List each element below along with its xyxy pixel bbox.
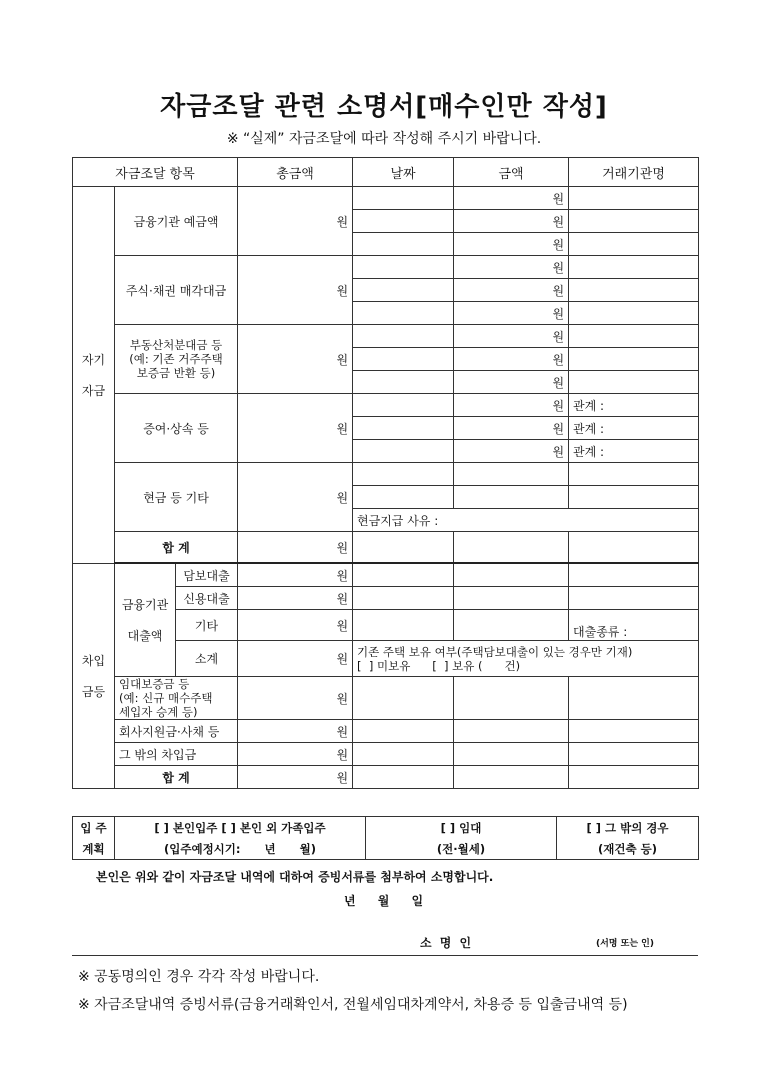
gift-label: 증여·상속 등 (115, 394, 238, 463)
realestate-inst-3[interactable] (569, 371, 699, 394)
page-subtitle: ※ “실제” 자금조달에 따라 작성해 주시기 바랍니다. (226, 131, 542, 147)
deposit-date-3[interactable] (353, 233, 454, 256)
realestate-total[interactable]: 원 (238, 325, 353, 394)
stocks-label: 주식·채권 매각대금 (115, 256, 238, 325)
deposit-inst-1[interactable] (569, 187, 699, 210)
realestate-date-3[interactable] (353, 371, 454, 394)
plan-label-top: 입 주 (73, 817, 115, 839)
etc-loan-amount[interactable] (454, 743, 569, 766)
loan-subtotal-total[interactable]: 원 (238, 641, 353, 677)
header-item: 자금조달 항목 (73, 158, 238, 187)
etc-loan-date[interactable] (353, 743, 454, 766)
header-date: 날짜 (353, 158, 454, 187)
gift-date-3[interactable] (353, 440, 454, 463)
sign-note[interactable]: (서명 또는 인) (596, 939, 654, 949)
mortgage-amount[interactable] (454, 563, 569, 587)
cash-amount-2[interactable] (454, 486, 569, 509)
company-loan-inst[interactable] (569, 720, 699, 743)
table-row (73, 817, 699, 839)
lease-deposit-label: 임대보증금 등 (예: 신규 매수주택 세입자 승계 등) (115, 677, 238, 720)
mortgage-inst[interactable] (569, 563, 699, 587)
loan-subtotal-label: 소계 (176, 641, 238, 677)
table-row (73, 563, 699, 587)
deposit-amount-2[interactable]: 원 (454, 210, 569, 233)
gift-relation-1[interactable]: 관계 : (569, 394, 699, 417)
stocks-amount-1[interactable]: 원 (454, 256, 569, 279)
table-row (73, 677, 699, 720)
header-institution: 거래기관명 (569, 158, 699, 187)
plan-move-in-date[interactable]: (입주예정시기: 년 월) (115, 838, 366, 860)
signer-label: 소 명 인 (420, 936, 472, 950)
cash-date-1[interactable] (353, 463, 454, 486)
company-loan-total[interactable]: 원 (238, 720, 353, 743)
divider (72, 955, 698, 956)
realestate-amount-2[interactable]: 원 (454, 348, 569, 371)
own-subtotal-inst (569, 532, 699, 564)
deposit-date-1[interactable] (353, 187, 454, 210)
other-loan-amount[interactable] (454, 610, 569, 641)
cash-amount-1[interactable] (454, 463, 569, 486)
other-loan-total[interactable]: 원 (238, 610, 353, 641)
stocks-inst-2[interactable] (569, 279, 699, 302)
cash-date-2[interactable] (353, 486, 454, 509)
plan-option-other[interactable]: [ ] 그 밖의 경우 (557, 817, 699, 839)
stocks-amount-3[interactable]: 원 (454, 302, 569, 325)
table-row (73, 766, 699, 789)
realestate-inst-2[interactable] (569, 348, 699, 371)
header-amount: 금액 (454, 158, 569, 187)
move-in-plan-table (72, 816, 699, 860)
own-subtotal-date (353, 532, 454, 564)
stocks-date-2[interactable] (353, 279, 454, 302)
gift-amount-3[interactable]: 원 (454, 440, 569, 463)
gift-date-1[interactable] (353, 394, 454, 417)
gift-relation-3[interactable]: 관계 : (569, 440, 699, 463)
realestate-date-1[interactable] (353, 325, 454, 348)
deposit-label: 금융기관 예금액 (115, 187, 238, 256)
deposit-amount-1[interactable]: 원 (454, 187, 569, 210)
company-loan-amount[interactable] (454, 720, 569, 743)
realestate-inst-1[interactable] (569, 325, 699, 348)
table-row (73, 720, 699, 743)
own-house-status[interactable]: 기존 주택 보유 여부(주택담보대출이 있는 경우만 기재) [ ] 미보유 [ ] 보유 ( 건) (353, 641, 699, 677)
stocks-date-1[interactable] (353, 256, 454, 279)
table-row (73, 743, 699, 766)
cash-reason[interactable]: 현금지급 사유 : (353, 509, 699, 532)
gift-date-2[interactable] (353, 417, 454, 440)
date-line[interactable]: 년 월 일 (344, 894, 424, 908)
borrowed-total-inst (569, 766, 699, 789)
cash-total[interactable]: 원 (238, 463, 353, 532)
table-row (73, 394, 699, 417)
own-subtotal-label: 합 계 (115, 532, 238, 564)
borrowed-total-value[interactable]: 원 (238, 766, 353, 789)
credit-amount[interactable] (454, 587, 569, 610)
lease-deposit-inst[interactable] (569, 677, 699, 720)
deposit-amount-3[interactable]: 원 (454, 233, 569, 256)
gift-total[interactable]: 원 (238, 394, 353, 463)
gift-relation-2[interactable]: 관계 : (569, 417, 699, 440)
realestate-amount-3[interactable]: 원 (454, 371, 569, 394)
table-row (73, 256, 699, 279)
table-row (73, 532, 699, 564)
header-total: 총금액 (238, 158, 353, 187)
own-funds-label: 자기 자금 (73, 187, 115, 564)
bank-loan-label: 금융기관 대출액 (115, 563, 176, 677)
cash-inst-2[interactable] (569, 486, 699, 509)
plan-other-note: (재건축 등) (557, 838, 699, 860)
other-loan-label: 기타 (176, 610, 238, 641)
deposit-total[interactable]: 원 (238, 187, 353, 256)
plan-option-self[interactable]: [ ] 본인입주 [ ] 본인 외 가족입주 (115, 817, 366, 839)
stocks-date-3[interactable] (353, 302, 454, 325)
gift-amount-1[interactable]: 원 (454, 394, 569, 417)
table-row (73, 838, 699, 860)
plan-rent-type: (전·월세) (366, 838, 557, 860)
stocks-amount-2[interactable]: 원 (454, 279, 569, 302)
borrowed-total-date (353, 766, 454, 789)
stocks-inst-3[interactable] (569, 302, 699, 325)
note-joint-name: ※ 공동명의인 경우 각각 작성 바랍니다. (78, 969, 320, 985)
lease-deposit-date[interactable] (353, 677, 454, 720)
credit-date[interactable] (353, 587, 454, 610)
lease-deposit-amount[interactable] (454, 677, 569, 720)
credit-label: 신용대출 (176, 587, 238, 610)
borrowed-total-label: 합 계 (115, 766, 238, 789)
credit-total[interactable]: 원 (238, 587, 353, 610)
page-title: 자금조달 관련 소명서[매수인만 작성] (160, 92, 608, 122)
other-loan-date[interactable] (353, 610, 454, 641)
realestate-amount-1[interactable]: 원 (454, 325, 569, 348)
table-row (73, 187, 699, 210)
mortgage-label: 담보대출 (176, 563, 238, 587)
table-header-row (73, 158, 699, 187)
realestate-label: 부동산처분대금 등 (예: 기존 거주주택 보증금 반환 등) (115, 325, 238, 394)
lease-deposit-total[interactable]: 원 (238, 677, 353, 720)
realestate-date-2[interactable] (353, 348, 454, 371)
etc-loan-total[interactable]: 원 (238, 743, 353, 766)
own-subtotal-amount (454, 532, 569, 564)
borrowed-total-amount (454, 766, 569, 789)
etc-loan-label: 그 밖의 차입금 (115, 743, 238, 766)
etc-loan-inst[interactable] (569, 743, 699, 766)
cash-inst-1[interactable] (569, 463, 699, 486)
deposit-inst-3[interactable] (569, 233, 699, 256)
stocks-inst-1[interactable] (569, 256, 699, 279)
credit-inst[interactable] (569, 587, 699, 610)
borrowed-label: 차입 금등 (73, 563, 115, 789)
stocks-total[interactable]: 원 (238, 256, 353, 325)
plan-option-rent[interactable]: [ ] 임대 (366, 817, 557, 839)
deposit-inst-2[interactable] (569, 210, 699, 233)
mortgage-total[interactable]: 원 (238, 563, 353, 587)
table-row (73, 463, 699, 486)
company-loan-date[interactable] (353, 720, 454, 743)
loan-type[interactable]: 대출종류 : (569, 610, 699, 641)
funding-table (72, 157, 699, 789)
deposit-date-2[interactable] (353, 210, 454, 233)
company-loan-label: 회사지원금·사채 등 (115, 720, 238, 743)
mortgage-date[interactable] (353, 563, 454, 587)
own-subtotal-total[interactable]: 원 (238, 532, 353, 564)
note-evidence: ※ 자금조달내역 증빙서류(금융거래확인서, 전월세임대차계약서, 차용증 등 입출금내역 등) (78, 997, 628, 1013)
table-row (73, 325, 699, 348)
gift-amount-2[interactable]: 원 (454, 417, 569, 440)
plan-label-bottom: 계획 (73, 838, 115, 860)
declaration: 본인은 위와 같이 자금조달 내역에 대하여 증빙서류를 첨부하여 소명합니다. (96, 870, 494, 884)
cash-label: 현금 등 기타 (115, 463, 238, 532)
